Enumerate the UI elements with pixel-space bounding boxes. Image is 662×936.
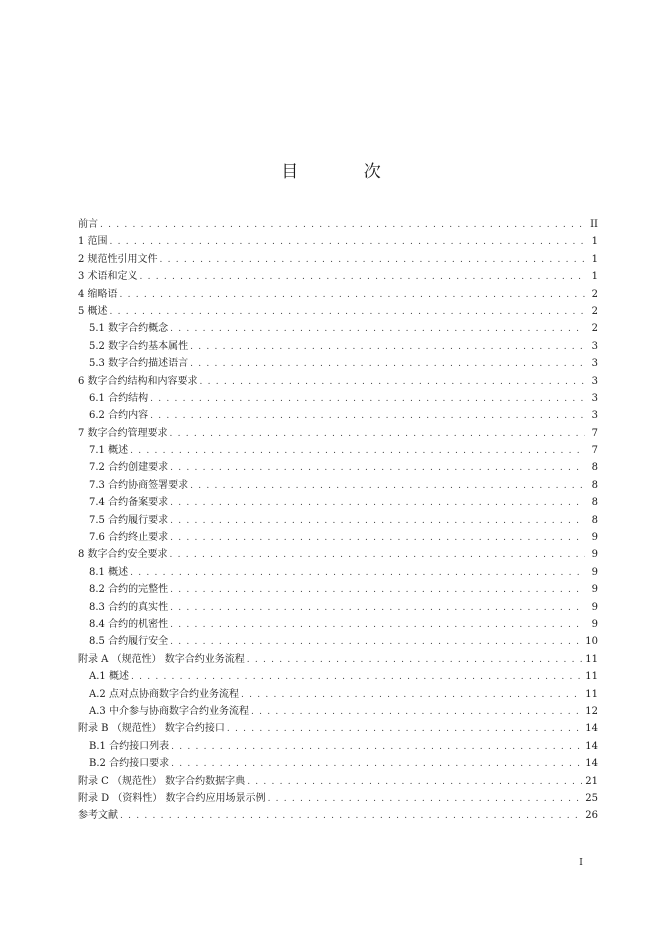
toc-entry-page: 2 xyxy=(591,288,598,300)
toc-dot-leader xyxy=(200,374,585,391)
toc-entry-page: 11 xyxy=(585,688,598,700)
toc-dot-leader xyxy=(247,652,583,669)
toc-dot-leader xyxy=(241,687,582,704)
toc-entry[interactable] xyxy=(78,425,598,442)
toc-entry-label: B.2 合约接口要求 xyxy=(89,758,170,770)
toc-entry-page: 1 xyxy=(591,271,598,283)
toc-dot-leader xyxy=(171,739,582,756)
toc-entry-page: 10 xyxy=(585,636,598,648)
toc-entry-label: B.1 合约接口列表 xyxy=(89,740,170,752)
toc-entry-page: 2 xyxy=(591,305,598,317)
toc-entry[interactable] xyxy=(78,338,598,355)
toc-entry-page: 21 xyxy=(585,775,598,787)
toc-entry-label: 附录 D （资料性） 数字合约应用场景示例 xyxy=(78,792,266,804)
toc-dot-leader xyxy=(170,460,585,477)
toc-entry-label: 8 数字合约安全要求 xyxy=(78,549,168,561)
toc-dot-leader xyxy=(150,408,585,425)
toc-entry[interactable] xyxy=(78,616,598,633)
toc-entry-page: 9 xyxy=(591,618,598,630)
toc-entry[interactable] xyxy=(78,216,598,233)
toc-entry-label: 5.1 数字合约概念 xyxy=(89,323,169,335)
toc-entry-page: 8 xyxy=(591,462,598,474)
toc-dot-leader xyxy=(171,756,582,773)
toc-entry[interactable] xyxy=(78,407,598,424)
toc-entry-page: 26 xyxy=(585,810,598,822)
toc-entry-label: 参考文献 xyxy=(78,810,118,822)
toc-dot-leader xyxy=(170,321,585,338)
toc-entry-label: 3 术语和定义 xyxy=(78,271,138,283)
toc-entry[interactable] xyxy=(78,303,598,320)
toc-entry-page: 3 xyxy=(591,392,598,404)
toc-entry[interactable] xyxy=(78,564,598,581)
toc-entry-label: 4 缩略语 xyxy=(78,288,118,300)
toc-dot-leader xyxy=(190,356,585,373)
toc-entry[interactable] xyxy=(78,251,598,268)
toc-entry-page: 2 xyxy=(591,323,598,335)
toc-entry-page: 8 xyxy=(591,497,598,509)
toc-entry-label: 7.6 合约终止要求 xyxy=(89,532,169,544)
toc-dot-leader xyxy=(251,704,582,721)
toc-entry[interactable] xyxy=(78,599,598,616)
toc-entry-page: 14 xyxy=(585,758,598,770)
page-number: I xyxy=(579,858,583,868)
toc-entry-label: 8.4 合约的机密性 xyxy=(89,618,169,630)
toc-entry-label: 8.3 合约的真实性 xyxy=(89,601,169,613)
toc-title: 目 次 xyxy=(281,162,411,182)
toc-entry-label: 7 数字合约管理要求 xyxy=(78,427,168,439)
toc-entry-label: 7.3 合约协商签署要求 xyxy=(89,479,189,491)
toc-entry[interactable] xyxy=(78,268,598,285)
toc-entry-label: 6 数字合约结构和内容要求 xyxy=(78,375,198,387)
table-of-contents xyxy=(78,216,598,825)
toc-entry-label: 7.1 概述 xyxy=(89,445,129,457)
toc-dot-leader xyxy=(170,634,582,651)
toc-entry-page: 7 xyxy=(591,445,598,457)
toc-dot-leader xyxy=(120,287,585,304)
toc-dot-leader xyxy=(110,304,585,321)
toc-entry-page: 9 xyxy=(591,566,598,578)
toc-dot-leader xyxy=(130,443,585,460)
toc-entry[interactable] xyxy=(78,651,598,668)
toc-entry[interactable] xyxy=(78,755,598,772)
toc-dot-leader xyxy=(190,478,585,495)
toc-dot-leader xyxy=(150,391,585,408)
toc-dot-leader xyxy=(170,426,585,443)
toc-entry-page: 14 xyxy=(585,723,598,735)
toc-entry[interactable] xyxy=(78,773,598,790)
toc-entry-label: 5.3 数字合约描述语言 xyxy=(89,358,189,370)
toc-dot-leader xyxy=(170,495,585,512)
toc-entry-label: 7.5 合约履行要求 xyxy=(89,514,169,526)
toc-entry-label: A.1 概述 xyxy=(89,671,129,683)
toc-entry-page: 1 xyxy=(591,253,598,265)
toc-entry-page: 1 xyxy=(591,236,598,248)
toc-dot-leader xyxy=(170,513,585,530)
toc-entry[interactable] xyxy=(78,477,598,494)
toc-dot-leader xyxy=(170,547,585,564)
toc-dot-leader xyxy=(131,669,582,686)
toc-entry[interactable] xyxy=(78,320,598,337)
toc-entry[interactable] xyxy=(78,790,598,807)
toc-dot-leader xyxy=(170,617,585,634)
toc-entry-label: 8.1 概述 xyxy=(89,566,129,578)
toc-dot-leader xyxy=(110,234,585,251)
toc-entry-page: 3 xyxy=(591,410,598,422)
toc-entry-label: 前言 xyxy=(78,219,98,230)
toc-entry[interactable] xyxy=(78,512,598,529)
toc-entry-page: 3 xyxy=(591,375,598,387)
toc-entry-label: 7.4 合约备案要求 xyxy=(89,497,169,509)
toc-entry-page: 11 xyxy=(585,671,598,683)
toc-dot-leader xyxy=(140,269,585,286)
toc-entry-label: 1 范围 xyxy=(78,236,108,248)
toc-dot-leader xyxy=(160,252,585,269)
toc-dot-leader xyxy=(120,808,582,825)
toc-entry-label: 附录 C （规范性） 数字合约数据字典 xyxy=(78,775,246,787)
toc-dot-leader xyxy=(170,582,585,599)
toc-dot-leader xyxy=(190,339,585,356)
toc-entry-page: 9 xyxy=(591,532,598,544)
toc-dot-leader xyxy=(100,217,585,234)
toc-entry-page: 9 xyxy=(591,584,598,596)
toc-entry-page: 11 xyxy=(585,653,598,665)
toc-entry[interactable] xyxy=(78,494,598,511)
toc-entry-label: A.2 点对点协商数字合约业务流程 xyxy=(89,688,239,700)
toc-entry[interactable] xyxy=(78,633,598,650)
toc-entry-label: 7.2 合约创建要求 xyxy=(89,462,169,474)
toc-entry-label: 8.5 合约履行安全 xyxy=(89,636,169,648)
toc-entry[interactable] xyxy=(78,373,598,390)
toc-entry[interactable] xyxy=(78,581,598,598)
toc-entry[interactable] xyxy=(78,459,598,476)
toc-dot-leader xyxy=(170,600,585,617)
toc-dot-leader xyxy=(268,791,583,808)
toc-entry[interactable] xyxy=(78,355,598,372)
toc-entry[interactable] xyxy=(78,703,598,720)
toc-entry-label: 5 概述 xyxy=(78,305,108,317)
toc-entry[interactable] xyxy=(78,286,598,303)
toc-entry[interactable] xyxy=(78,390,598,407)
toc-dot-leader xyxy=(170,530,585,547)
toc-entry[interactable] xyxy=(78,668,598,685)
toc-entry-page: 3 xyxy=(591,340,598,352)
toc-entry-label: 附录 A （规范性） 数字合约业务流程 xyxy=(78,653,245,665)
toc-entry-page: 3 xyxy=(591,358,598,370)
toc-entry-page: 8 xyxy=(591,479,598,491)
toc-entry-page: 12 xyxy=(585,705,598,717)
toc-entry-label: 5.2 数字合约基本属性 xyxy=(89,340,189,352)
toc-entry[interactable] xyxy=(78,807,598,824)
toc-entry-page: 9 xyxy=(591,549,598,561)
toc-entry-label: 6.1 合约结构 xyxy=(89,392,149,404)
toc-entry-label: 附录 B （规范性） 数字合约接口 xyxy=(78,723,225,735)
toc-entry[interactable] xyxy=(78,686,598,703)
toc-entry-label: 8.2 合约的完整性 xyxy=(89,584,169,596)
toc-entry-page: 9 xyxy=(591,601,598,613)
toc-entry-label: 6.2 合约内容 xyxy=(89,410,149,422)
toc-entry-page: II xyxy=(590,219,598,230)
toc-entry-page: 8 xyxy=(591,514,598,526)
toc-entry-page: 14 xyxy=(585,740,598,752)
toc-entry-label: 2 规范性引用文件 xyxy=(78,253,158,265)
toc-dot-leader xyxy=(130,565,585,582)
toc-entry[interactable] xyxy=(78,529,598,546)
toc-dot-leader xyxy=(227,721,582,738)
toc-entry[interactable] xyxy=(78,738,598,755)
toc-entry-page: 25 xyxy=(585,792,598,804)
toc-entry[interactable] xyxy=(78,546,598,563)
toc-dot-leader xyxy=(247,774,582,791)
toc-entry-page: 7 xyxy=(591,427,598,439)
toc-entry[interactable] xyxy=(78,233,598,250)
toc-entry-label: A.3 中介参与协商数字合约业务流程 xyxy=(89,705,249,717)
toc-entry[interactable] xyxy=(78,442,598,459)
toc-entry[interactable] xyxy=(78,720,598,737)
